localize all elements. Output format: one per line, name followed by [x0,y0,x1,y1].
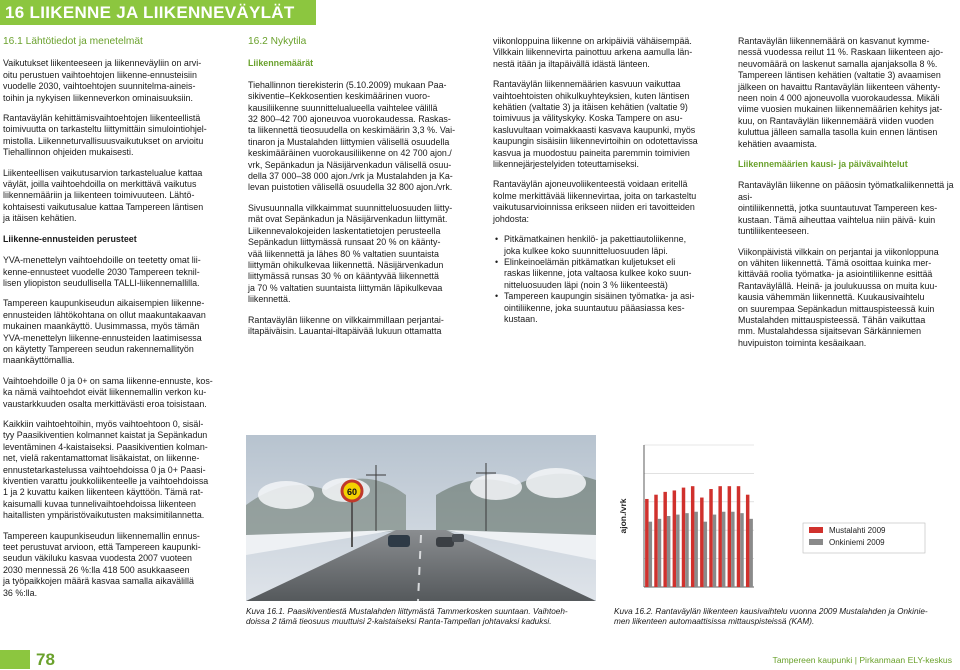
bullet-item: • Tampereen kaupungin sisäinen työmatka- ja asi- ointiliikenne, joka suuntautuu pääasiassa kes- kustaan. [493,291,721,325]
traffic-chart [614,435,950,601]
chart-bar [740,513,743,587]
footer-text: Tampereen kaupunki | Pirkanmaan ELY-keskus [772,655,952,665]
section-heading-16-2: 16.2 Nykytila [248,36,307,47]
legend-swatch [809,539,823,545]
legend-label: Mustalahti 2009 [829,526,886,535]
subheading-liikennemaarat: Liikennemäärät [248,58,314,69]
chart-bar [691,486,694,587]
chart-bar [704,522,707,587]
paragraph: Rantaväylän liikennemäärien kasvuun vaikuttaa vaihtoehtoisten ohikulkuyhteyksien, kuten läntisen kehätien (valtatie 3) ja itäisen kehätien (valtatie 9) toimivuus ja välityskyky. Koska Tampere on asu- kasluvultaan voimakkaasti kasvava kaupunki, myös kaupungin sisäisiin liikennevirtoihin on odotettavissa kasvua ja muodostuu paineita paremmin toimivien liikennejärjestelyiden toteuttamiseksi. [493,79,698,170]
page-title: 16 LIIKENNE JA LIIKENNEVÄYLÄT [5,3,295,22]
chart-bar [663,492,666,587]
chart-bar [728,486,731,587]
paragraph: Liikenteellisen vaikutusarvion tarkastelualue kattaa väylät, joilla vaihtoehdoilla on merkittävä vaikutus liikennemääriin ja liikenteen toimivuuteen. Lähtö- kohtaisesti vaikutusalue kattaa Tampereen läntisen ja itäisen kehätien. [3,167,204,224]
subheading-ennusteiden-perusteet: Liikenne-ennusteiden perusteet [3,233,137,244]
paragraph: Tampereen kaupunkiseudun aikaisempien liikenne- ennusteiden lähtökohtana on ollut maakuntakaavan mukainen maankäyttö. Uusimmassa, myös tämän YVA-menettelyn liikenne-ennusteiden laatimisessa on käytetty Tampereen seudun rakennemallityön maankäyttömallia. [3,298,206,366]
bullet-item: • Elinkeinoelämän pitkämatkan kuljetukset eli raskas liikenne, jota valtaosa kulkee koko suun- nitteluosuuden läpi (noin 3 % liikenteestä) [493,257,721,291]
bullet-item: • Pitkämatkainen henkilö- ja pakettiautoliikenne, joka kulkee koko suunnitteluosuuden läpi. [493,234,721,257]
column-2 [248,36,474,346]
speed-sign-text: 60 [346,487,358,497]
page-number: 78 [36,650,55,669]
paragraph: viikonloppuina liikenne on arkipäiviä vähäisempää. Vilkkain liikennevirta painottuu arkena aamulla län- nestä itään ja iltapäivällä idästä länteen. [493,36,693,69]
chart-bar [667,516,670,587]
paragraph: Viikonpäivistä vilkkain on perjantai ja viikonloppuna on vähiten liikennettä. Tämä osoittaa kuinka mer- kittävää roolia työmatka- ja asiointiliikenne esittää Rantaväylällä. Heinä- ja joulukuussa on muita kuu- kausia vähemmän liikennettä. Kuukausivaihtelu on suurempaa Sepänkadun mittauspisteessä kuin Mustalahden mittauspisteessä. Tähän vaikuttaa mm. Mustalahdessa sijaitsevan Särkänniemen huvipuiston toiminta kesäaikaan. [738,246,939,348]
chart-bar [676,515,679,587]
paragraph: Vaihtoehdoille 0 ja 0+ on sama liikenne-ennuste, kos- ka nämä vaihtoehdot eivät liikennemallin verkon ku- vaustarkkuuden osalta merkittävästi eroa toisistaan. [3,375,213,409]
column-4 [738,36,958,358]
chart-bar [718,486,721,587]
chart-bar [737,486,740,587]
chart-bar [654,495,657,587]
paragraph: Rantaväylän ajoneuvoliikenteestä voidaan eritellä kolme merkittävää liikennevirtaa, joita on tarkasteltu vaikutusarvioinnissa erikseen niiden eri tavoitteiden johdosta: [493,179,697,224]
chart-bar [709,489,712,587]
page-title-banner [0,0,316,25]
paragraph: Rantaväylän liikenne on pääosin työmatkaliikennettä ja asi- ointiliikennettä, jotka suuntautuvat Tampereen kes- kustaan. Tämä aiheuttaa vaihtelua niin päivä- kuin tuntiliikenteeseen. [738,180,954,237]
chart-bar [746,495,749,587]
chart-svg [614,435,950,601]
paragraph: Vaikutukset liikenteeseen ja liikenneväyliin on arvi- oitu perustuen vaihtoehtojen liikenne-ennusteisiin vuodelle 2030, vaihtoehtojen suunnitelma-aineis- toihin ja nykyisen liikenneverkon ominaisuuksiin. [3,58,202,103]
column-3 [493,36,721,334]
road-photo [246,435,596,601]
bullet-list [493,234,721,325]
paragraph: Rantaväylän kehittämisvaihtoehtojen liikenteellistä toimivuutta on tarkasteltu liittymittäin simulointiohjel- mistolla. Liikenneturvallisuusvaikutukset on arvioitu Tiehallinnon ohjeiden mukaisesti. [3,113,207,158]
chart-bar [749,519,752,587]
chart-caption: Kuva 16.2. Rantaväylän liikenteen kausivaihtelu vuonna 2009 Mustalahden ja Onkinie- men liikenteen automaattisissa mittauspisteissä (KAM). [614,607,928,627]
chart-bar [682,488,685,587]
paragraph: Rantaväylän liikennemäärä on kasvanut kymme- nessä vuodessa reilut 11 %. Raskaan liikenteen ajo- neuvomäärä on laskenut samalla ajanjaksolla 8 %. Tampereen läntisen kehätien (valtatie 3) avaamisen jälkeen on havaittu Rantaväylän liikenteen vähenty- neen noin 4 000 ajoneuvolla vuorokaudessa. Mikäli viime vuosien mukainen liikennemäärien kehitys jat- kuu, on Rantaväylän liikennemäärä viiden vuoden kuluttua jälleen samalla tasolla kuin ennen läntisen kehätien avaamista. [738,36,944,149]
chart-bar [649,522,652,587]
subheading-kausivaihtelut: Liikennemäärien kausi- ja päivävaihtelut [738,159,908,170]
chart-bar [700,498,703,587]
chart-bar [673,490,676,587]
paragraph: Rantaväylän liikenne on vilkkaimmillaan perjantai- iltapäiväisin. Lauantai-iltapäivää lukuun ottamatta [248,314,444,336]
chart-bar [658,519,661,587]
photo-caption: Kuva 16.1. Paasikiventiestä Mustalahden liittymästä Tammerkosken suuntaan. Vaihtoeh- doissa 2 tämä tieosuus muuttuisi 2-kaistaiseksi Ranta-Tampellan johtavaksi kaduksi. [246,607,568,627]
paragraph: Tampereen kaupunkiseudun liikennemallin ennus- teet perustuvat arvioon, että Tampereen kaupunki- seudun väkiluku kasvaa vuodesta 2007 vuoteen 2030 mennessä 26 %:lla 418 500 asukkaaseen ja työpaikkojen määrä kasvaa samalla aikavälillä 36 %:lla. [3,530,201,598]
column-1 [3,36,231,608]
paragraph: YVA-menettelyn vaihtoehdoille on teetetty omat lii- kenne-ennusteet vuodelle 2030 Tampereen teknil- lisen yliopiston seudullisella TALLI-liikennemallilla. [3,255,201,288]
chart-bar [731,512,734,587]
section-heading-16-1: 16.1 Lähtötiedot ja menetelmät [3,36,143,47]
page-number-block [0,650,30,669]
legend-label: Onkiniemi 2009 [829,538,885,547]
y-axis-label: ajon./vrk [618,498,628,534]
paragraph: Sivusuunnalla vilkkaimmat suunnitteluosuuden liitty- mät ovat Sepänkadun ja Näsijärvenkadun liittymät. Liikennevalokojeiden laskentatietojen perusteella Sepänkadun liittymässä runsaat 20 % on käänty- vää liikennettä ja lähes 80 % valtatien suuntaista liittymän ohikulkevaa liikennettä. Näsijärvenkadun liittymässä runsas 30 % on kääntyvää liikennettä ja 70 % valtatien suuntaista liittymän läpikulkevaa liikennettä. [248,202,453,305]
chart-bar [713,515,716,587]
paragraph: Tiehallinnon tierekisterin (5.10.2009) mukaan Paa- sikiventie–Kekkosentien keskimäärinen vuoro- kausiliikenne suunnittelualueella vaihtelee välillä 32 800–42 700 ajoneuvoa vuorokaudessa. Raskas- ta liikennettä tieosuudella on keskimäärin 3,3 %. Vai- tinaron ja Mustalahden liittymien välisellä osuudella keskimääräinen vuorokausiliikenne on 42 700 ajon./ vrk, Sepänkadun ja Näsijärvenkadun välisellä osuu- della 37 000–38 000 ajon./vrk ja Mustalahden ja Ka- levan puistotien välisellä osuudella 32 800 ajon./vrk. [248,79,456,193]
chart-bar [645,499,648,587]
legend-swatch [809,527,823,533]
paragraph: Kaikkiin vaihtoehtoihin, myös vaihtoehtoon 0, sisäl- tyy Paasikiventien kolmannet kaistat ja Sepänkadun leventäminen 4-kaistaiseksi. Paasikiventien kolman- net, vielä rakentamattomat lisäkaistat, on liikenne- ennustetarkastelussa vaihtoehdoissa 0 ja 0+ Paasi- kiventien varattu joukkoliikenteelle ja vaihtoehdoissa 1 ja 2 kuvattu kaiken liikenteen käyttöön. Tämä rat- kaisumalli kuvaa tunnelivaihtoehdoissa liikenteen haitallisten ympäristövaikutusten maksimitilannetta. [3,418,209,521]
chart-bar [685,513,688,587]
chart-bar [722,512,725,587]
chart-bar [694,512,697,587]
